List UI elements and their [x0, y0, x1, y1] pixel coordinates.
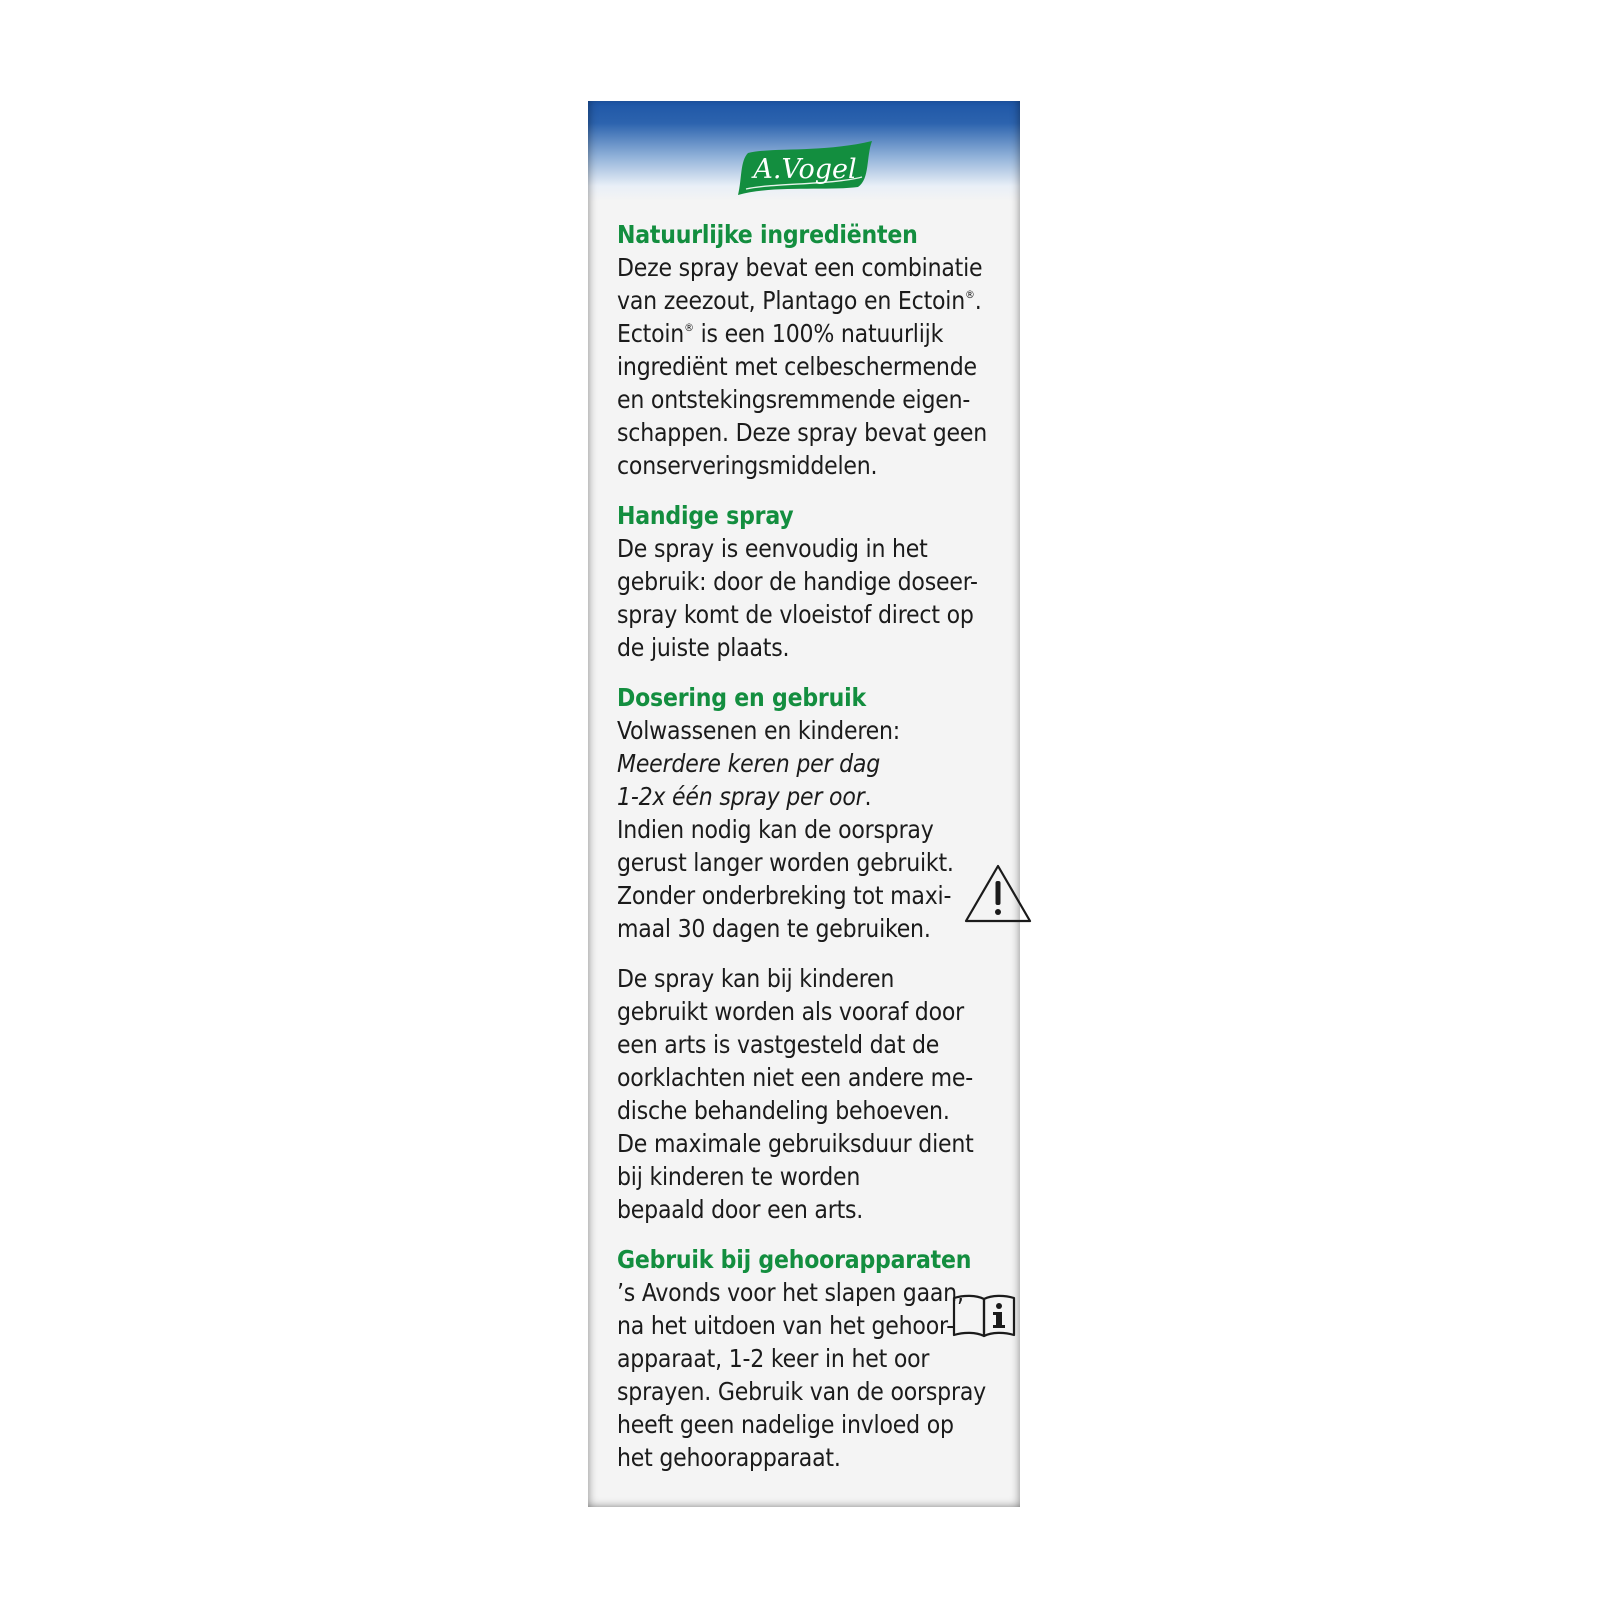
text-line: maal 30 dagen te gebruiken.: [617, 914, 931, 943]
text-line: Zonder onderbreking tot maxi-: [617, 881, 952, 910]
avogel-logo: [732, 139, 878, 201]
text-line: Ectoin® is een 100% natuurlijk: [617, 319, 944, 348]
label-text: [617, 218, 1012, 1491]
text-line: conserveringsmiddelen.: [617, 451, 878, 480]
text-line: spray komt de vloeistof direct op: [617, 600, 974, 629]
section-heading: Gebruik bij gehoorapparaten: [617, 1245, 972, 1274]
section-hearing-aids: [617, 1243, 1012, 1474]
text-line: het gehoorapparaat.: [617, 1443, 841, 1472]
instruction-leaflet-icon: [952, 1292, 1016, 1338]
text-line: van zeezout, Plantago en Ectoin®.: [617, 286, 982, 315]
registered-mark: ®: [965, 288, 975, 301]
text-line: ’s Avonds voor het slapen gaan,: [617, 1278, 964, 1307]
text-line: dische behandeling behoeven.: [617, 1096, 950, 1125]
section-dosage: [617, 681, 1012, 945]
text-line: Volwassenen en kinderen:: [617, 716, 901, 745]
logo-text: A.Vogel: [753, 154, 857, 185]
text-line: een arts is vastgesteld dat de: [617, 1030, 940, 1059]
section-heading: Dosering en gebruik: [617, 683, 866, 712]
text-line: schappen. Deze spray bevat geen: [617, 418, 988, 447]
text-line: Deze spray bevat een combinatie: [617, 253, 983, 282]
text-line: De maximale gebruiksduur dient: [617, 1129, 974, 1158]
text-line: 1-2x één spray per oor.: [617, 782, 872, 811]
text-line: sprayen. Gebruik van de oorspray: [617, 1377, 986, 1406]
text-line: ingrediënt met celbeschermende: [617, 352, 977, 381]
text-line: en ontstekingsremmende eigen-: [617, 385, 971, 414]
section-natural-ingredients: [617, 218, 1012, 482]
text-line: na het uitdoen van het gehoor-: [617, 1311, 955, 1340]
text-line: Indien nodig kan de oorspray: [617, 815, 934, 844]
text-line: De spray is eenvoudig in het: [617, 534, 928, 563]
warning-triangle-icon: [963, 863, 1033, 925]
avogel-logo-leaf-icon: [732, 139, 878, 201]
registered-mark: ®: [684, 321, 694, 334]
text-line: oorklachten niet een andere me-: [617, 1063, 974, 1092]
text-line: apparaat, 1-2 keer in het oor: [617, 1344, 930, 1373]
package-side-panel: [588, 101, 1020, 1507]
text-line: bepaald door een arts.: [617, 1195, 864, 1224]
text-line: gerust langer worden gebruikt.: [617, 848, 954, 877]
text-line: gebruik: door de handige doseer-: [617, 567, 978, 596]
section-heading: Handige spray: [617, 501, 794, 530]
text-line: de juiste plaats.: [617, 633, 790, 662]
text-line: bij kinderen te worden: [617, 1162, 861, 1191]
section-heading: Natuurlijke ingrediënten: [617, 220, 918, 249]
text-line: heeft geen nadelige invloed op: [617, 1410, 954, 1439]
text-line: De spray kan bij kinderen: [617, 964, 895, 993]
section-children: [617, 962, 1012, 1226]
section-handy-spray: [617, 499, 1012, 664]
text-line: Meerdere keren per dag: [617, 749, 881, 778]
text-line: gebruikt worden als vooraf door: [617, 997, 965, 1026]
